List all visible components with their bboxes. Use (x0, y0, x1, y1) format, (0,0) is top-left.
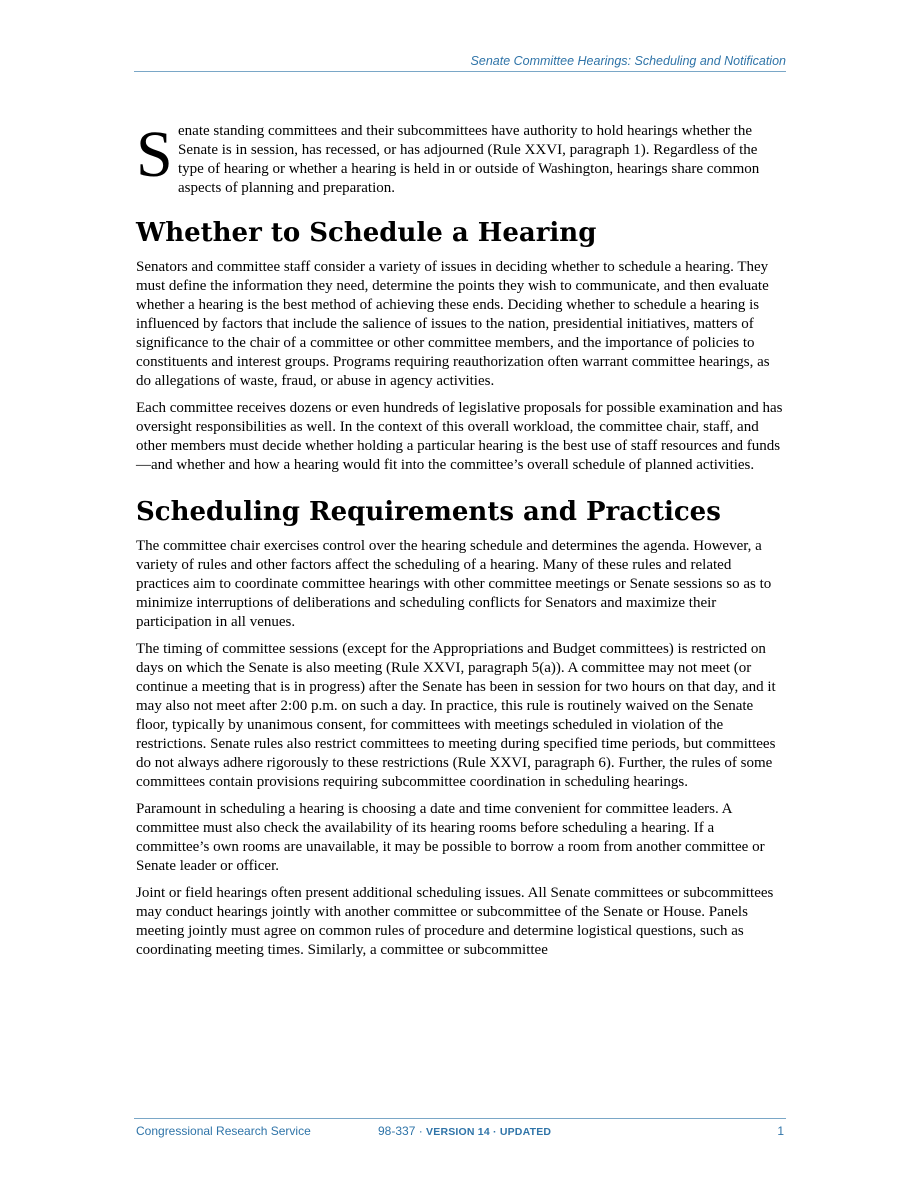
running-header: Senate Committee Hearings: Scheduling and Notification (134, 54, 786, 72)
footer-report-info (378, 1124, 551, 1138)
page-content (136, 118, 786, 968)
drop-cap: S (136, 118, 173, 191)
page-footer (134, 1118, 786, 1140)
paragraph: Paramount in scheduling a hearing is choosing a date and time convenient for committee leaders. A committee must also check the availability of its hearing rooms before scheduling a hearing. If a committee’s own rooms are unavailable, it may be possible to borrow a room from another committee or Senate leader or officer. (136, 801, 765, 874)
footer-report-number: 98-337 · (378, 1124, 427, 1138)
intro-paragraph (136, 118, 786, 198)
footer-organization: Congressional Research Service (136, 1124, 311, 1138)
section-heading-whether-to-schedule: Whether to Schedule a Hearing (136, 218, 597, 248)
page-number: 1 (777, 1124, 784, 1138)
paragraph: Joint or field hearings often present additional scheduling issues. All Senate committees or subcommittees may conduct hearings jointly with another committee or subcommittee of the Senate or House. Panels meeting jointly must agree on common rules of procedure and determine logistical questions, such as coordinating meeting times. Similarly, a committee or subcommittee (136, 885, 774, 958)
paragraph: The committee chair exercises control over the hearing schedule and determines the agenda. However, a variety of rules and other factors affect the scheduling of a hearing. Many of these rules and related practices aim to coordinate committee hearings with other committee meetings or Senate sessions so as to minimize interruptions of deliberations and scheduling conflicts for Senators and maximize their participation in all venues. (136, 538, 772, 630)
intro-text: enate standing committees and their subcommittees have authority to hold hearings whether the Senate is in session, has recessed, or has adjourned (Rule XXVI, paragraph 1). Regardless of the type of hearing or whether a hearing is held in or outside of Washington, hearings share common aspects of planning and preparation. (178, 123, 760, 196)
paragraph: Each committee receives dozens or even hundreds of legislative proposals for possible examination and has oversight responsibilities as well. In the context of this overall workload, the committee chair, staff, and other members must decide whether holding a particular hearing is the best use of staff resources and funds—and whether and how a hearing would fit into the committee’s overall schedule of planned activities. (136, 400, 783, 473)
paragraph: Senators and committee staff consider a variety of issues in deciding whether to schedule a hearing. They must define the information they need, determine the points they wish to communicate, and then evaluate whether a hearing is the best method of achieving these ends. Deciding whether to schedule a hearing is influenced by factors that include the salience of issues to the nation, presidential initiatives, matters of significance to the chair of a committee or other committee members, and the importance of policies to constituents and interest groups. Programs requiring reauthorization often warrant committee hearings, as do allegations of waste, fraud, or abuse in agency activities. (136, 259, 770, 389)
footer-version-label: VERSION 14 · UPDATED (426, 1126, 552, 1138)
section-heading-scheduling-requirements: Scheduling Requirements and Practices (136, 497, 721, 527)
paragraph: The timing of committee sessions (except for the Appropriations and Budget committees) is restricted on days on which the Senate is also meeting (Rule XXVI, paragraph 5(a)). A committee may not meet (or continue a meeting that is in progress) after the Senate has been in session for two hours on that day, and it may also not meet after 2:00 p.m. on such a day. In practice, this rule is routinely waived on the Senate floor, typically by unanimous consent, for committees with meetings scheduled in violation of the restrictions. Senate rules also restrict committees to meeting during specified time periods, but committees do not always adhere rigorously to these restrictions (Rule XXVI, paragraph 6). Further, the rules of some committees contain provisions requiring subcommittee coordination in scheduling hearings. (136, 641, 776, 790)
